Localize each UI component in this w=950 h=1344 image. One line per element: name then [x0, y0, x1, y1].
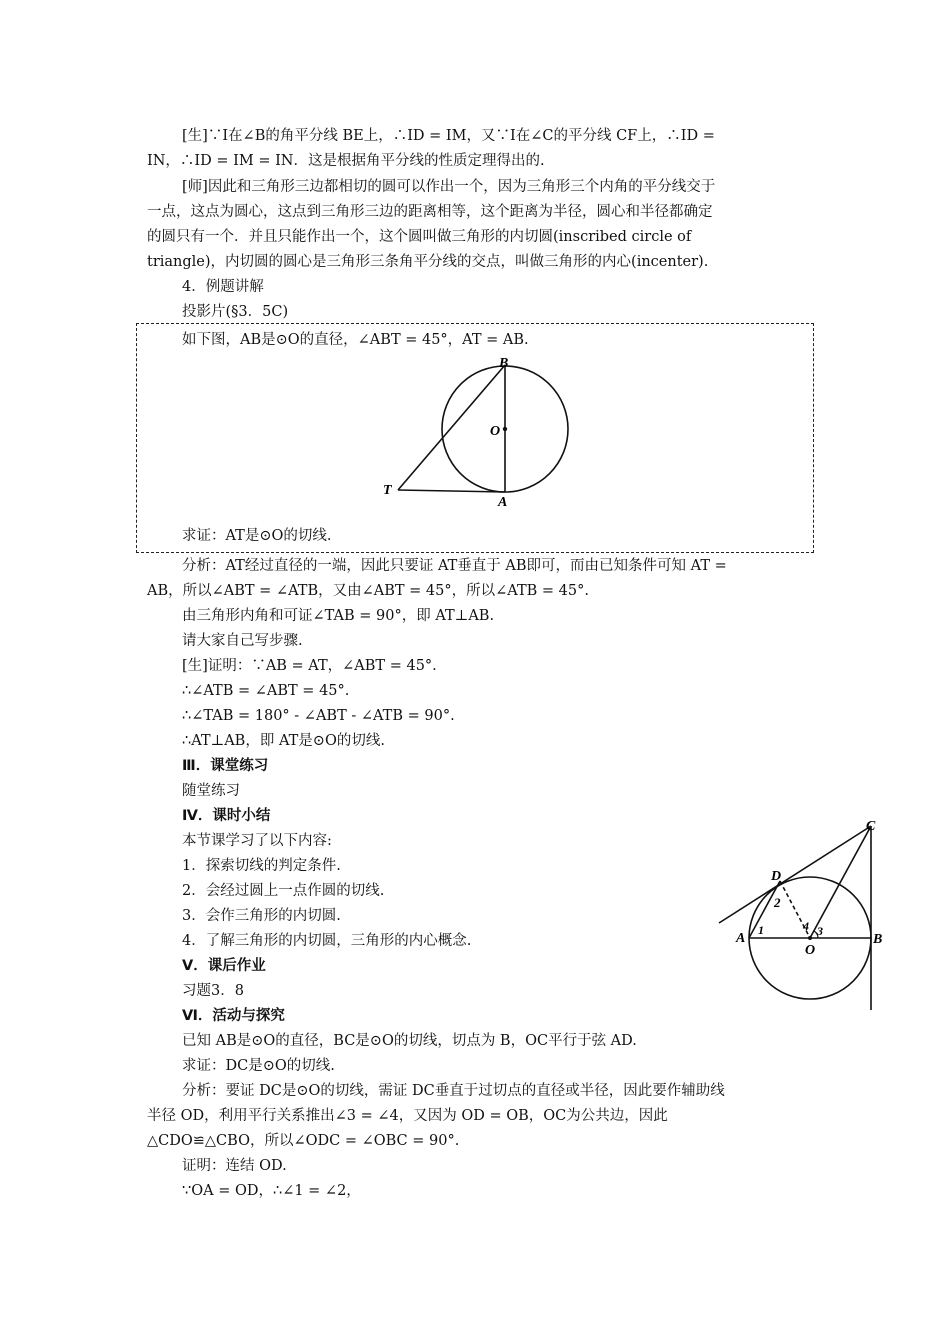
figure2-label: 4 — [803, 919, 809, 933]
text-line: 本节课学习了以下内容: — [182, 833, 332, 849]
figure1-label: O — [490, 424, 501, 439]
text-line: 投影片(§3．5C) — [182, 304, 289, 320]
text-line: IN，∴ID = IM = IN．这是根据角平分线的性质定理得出的. — [147, 153, 545, 169]
figure2-label: 3 — [817, 924, 823, 938]
text-line: 半径 OD，利用平行关系推出∠3 = ∠4，又因为 OD = OB，OC为公共边，因此 — [147, 1108, 668, 1124]
figure2-label: O — [805, 943, 816, 958]
figure2-label: D — [771, 869, 782, 884]
figure2-label: 1 — [758, 923, 764, 937]
text-line: 请大家自己写步骤. — [182, 633, 303, 649]
section-heading: Ⅳ．课时小结 — [182, 808, 271, 824]
text-line: 的圆只有一个．并且只能作出一个，这个圆叫做三角形的内切圆(inscribed circle of — [147, 229, 692, 245]
example-statement: 如下图，AB是⊙O的直径，∠ABT = 45°，AT = AB. — [182, 332, 529, 348]
figure1-label: T — [383, 483, 392, 498]
figure2-label: 2 — [774, 895, 781, 910]
text-line: 已知 AB是⊙O的直径，BC是⊙O的切线，切点为 B，OC平行于弦 AD. — [182, 1033, 637, 1049]
section-heading: Ⅴ．课后作业 — [182, 958, 266, 974]
text-line: 分析：AT经过直径的一端，因此只要证 AT垂直于 AB即可，而由已知条件可知 AT = — [182, 558, 727, 574]
text-line: triangle)，内切圆的圆心是三角形三条角平分线的交点，叫做三角形的内心(incenter). — [147, 254, 709, 270]
list-item: 3．会作三角形的内切圆. — [182, 908, 341, 924]
text-line: 求证：DC是⊙O的切线. — [182, 1058, 335, 1074]
section-heading: 4．例题讲解 — [182, 279, 264, 295]
figure2-label: B — [873, 932, 883, 947]
list-item: 2．会经过圆上一点作圆的切线. — [182, 883, 385, 899]
text-line: △CDO≌△CBO，所以∠ODC = ∠OBC = 90°. — [147, 1133, 460, 1149]
list-item: 4．了解三角形的内切圆，三角形的内心概念. — [182, 933, 472, 949]
figure1-label: B — [499, 356, 509, 371]
text-line: 证明：连结 OD. — [182, 1158, 287, 1174]
figure-circle-tangent-AT — [380, 355, 520, 510]
text-line: ∴∠TAB = 180° - ∠ABT - ∠ATB = 90°. — [182, 708, 455, 724]
list-item: 1．探索切线的判定条件. — [182, 858, 341, 874]
figure-circle-tangent-DC — [712, 814, 902, 1034]
text-line: 分析：要证 DC是⊙O的切线，需证 DC垂直于过切点的直径或半径，因此要作辅助线 — [182, 1083, 725, 1099]
text-line: 随堂练习 — [182, 783, 240, 799]
text-line: 习题3．8 — [182, 983, 244, 999]
figure1-label: A — [498, 495, 508, 510]
text-line: 一点，这点为圆心，这点到三角形三边的距离相等，这个距离为半径，圆心和半径都确定 — [147, 204, 713, 220]
section-heading: Ⅵ．活动与探究 — [182, 1008, 285, 1024]
text-line: AB，所以∠ABT = ∠ATB，又由∠ABT = 45°，所以∠ATB = 45°. — [147, 583, 589, 599]
text-line: ∴AT⊥AB，即 AT是⊙O的切线. — [182, 733, 385, 749]
text-line: 由三角形内角和可证∠TAB = 90°，即 AT⊥AB. — [182, 608, 495, 624]
figure2-label: A — [736, 931, 746, 946]
text-line: [生]证明：∵AB = AT，∠ABT = 45°. — [182, 658, 437, 674]
figure2-label: C — [866, 819, 876, 834]
text-line: ∴∠ATB = ∠ABT = 45°. — [182, 683, 350, 699]
example-to-prove: 求证：AT是⊙O的切线. — [182, 528, 332, 544]
text-line: [生]∵I在∠B的角平分线 BE上，∴ID = IM，又∵I在∠C的平分线 CF上，∴ID = — [182, 128, 715, 144]
text-line: ∵OA = OD，∴∠1 = ∠2， — [182, 1183, 361, 1199]
text-line: [师]因此和三角形三边都相切的圆可以作出一个，因为三角形三个内角的平分线交于 — [182, 179, 716, 195]
section-heading: Ⅲ．课堂练习 — [182, 758, 269, 774]
